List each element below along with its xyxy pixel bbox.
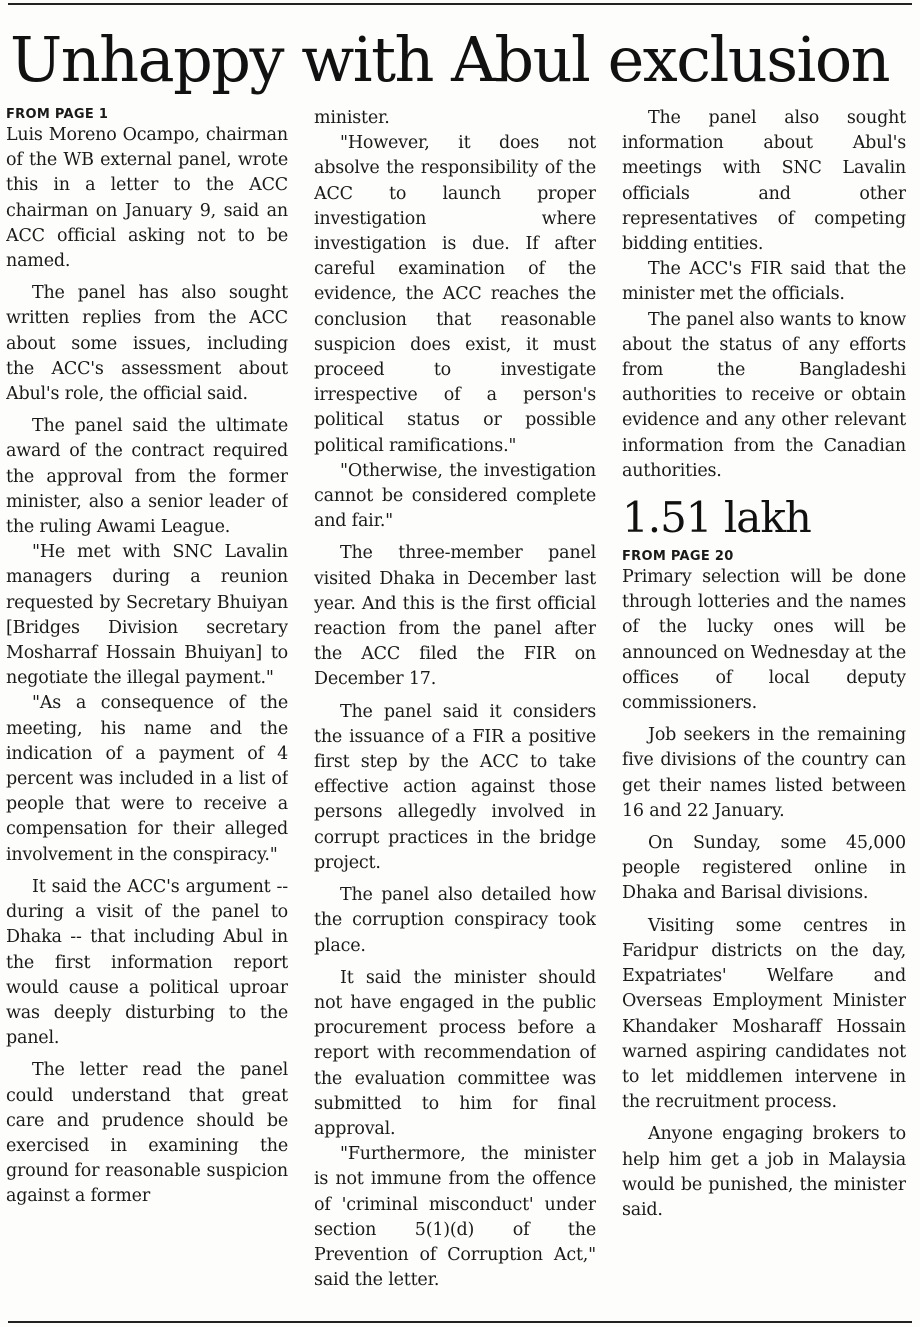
- paragraph: The three-member panel visited Dhaka in December last year. And this is the first official reaction from the panel after the ACC filed the FIR on December 17.: [314, 543, 596, 690]
- paragraph: "As a consequence of the meeting, his name and the indication of a payment of 4 percent was included in a list of people that were to receive a compensation for their alleged involvement in the conspiracy.": [6, 693, 288, 865]
- top-rule: [8, 3, 912, 5]
- column-3: [622, 106, 906, 1318]
- story2-headline: 1.51 lakh: [622, 493, 811, 543]
- paragraph: The panel said it considers the issuance of a FIR a positive first step by the ACC to take effective action against those persons allegedly involved in corrupt practices in the bridge project.: [314, 701, 596, 873]
- bottom-rule: [8, 1321, 912, 1323]
- paragraph: The panel also detailed how the corruption conspiracy took place.: [314, 885, 596, 956]
- paragraph: Visiting some centres in Faridpur districts on the day, Expatriates' Welfare and Overseas Employment Minister Khandaker Mosharaff Hossain warned aspiring candidates not to let middlemen intervene in the recruitment process.: [622, 915, 906, 1113]
- paragraph: "He met with SNC Lavalin managers during a reunion requested by Secretary Bhuiyan [Bridges Division secretary Mosharraf Hossain Bhuiyan] to negotiate the illegal payment.": [6, 542, 288, 689]
- paragraph: The panel also wants to know about the status of any efforts from the Bangladeshi authorities to receive or obtain evidence and any other relevant information from the Canadian authorities.: [622, 309, 906, 481]
- paragraph: It said the minister should not have engaged in the public procurement process before a report with recommendation of the evaluation committee was submitted to him for final approval.: [314, 967, 596, 1139]
- paragraph: minister.: [314, 108, 390, 128]
- paragraph: Luis Moreno Ocampo, chairman of the WB external panel, wrote this in a letter to the ACC chairman on January 9, said an ACC official asking not to be named.: [6, 125, 288, 272]
- headline: Unhappy with Abul exclusion: [10, 23, 890, 96]
- story1-kicker: FROM PAGE 1: [6, 107, 109, 122]
- paragraph: It said the ACC's argument -- during a visit of the panel to Dhaka -- that including Abul in the first information report would cause a political uproar was deeply disturbing to the panel.: [6, 876, 288, 1049]
- paragraph: On Sunday, some 45,000 people registered online in Dhaka and Barisal divisions.: [622, 833, 906, 904]
- story2-kicker: FROM PAGE 20: [622, 549, 734, 565]
- paragraph: "However, it does not absolve the responsibility of the ACC to launch proper investigation where investigation is due. If after careful examination of the evidence, the ACC reaches the conclusion that reasonable suspicion does exist, it must proceed to investigate irrespective of a person's political status or possible political ramifications.": [314, 133, 596, 456]
- paragraph: The panel also sought information about Abul's meetings with SNC Lavalin officials and other representatives of competing bidding entities.: [622, 108, 906, 255]
- column-1: [6, 106, 288, 1318]
- column-2: [314, 106, 596, 1318]
- paragraph: Primary selection will be done through lotteries and the names of the lucky ones will be announced on Wednesday at the offices of local deputy commissioners.: [622, 567, 906, 714]
- paragraph: "Otherwise, the investigation cannot be considered complete and fair.": [314, 460, 596, 532]
- paragraph: Anyone engaging brokers to help him get a job in Malaysia would be punished, the minister said.: [622, 1124, 906, 1220]
- paragraph: "Furthermore, the minister is not immune from the offence of 'criminal misconduct' under section 5(1)(d) of the Prevention of Corruption Act," said the letter.: [314, 1144, 596, 1291]
- paragraph: The panel has also sought written replies from the ACC about some issues, including the ACC's assessment about Abul's role, the official said.: [6, 283, 288, 405]
- paragraph: The panel said the ultimate award of the contract required the approval from the former minister, also a senior leader of the ruling Awami League.: [6, 416, 288, 538]
- paragraph: Job seekers in the remaining five divisions of the country can get their names listed between 16 and 22 January.: [622, 725, 906, 821]
- paragraph: The letter read the panel could understand that great care and prudence should be exercised in examining the ground for reasonable suspicion against a former: [6, 1060, 288, 1207]
- paragraph: The ACC's FIR said that the minister met the officials.: [622, 259, 906, 305]
